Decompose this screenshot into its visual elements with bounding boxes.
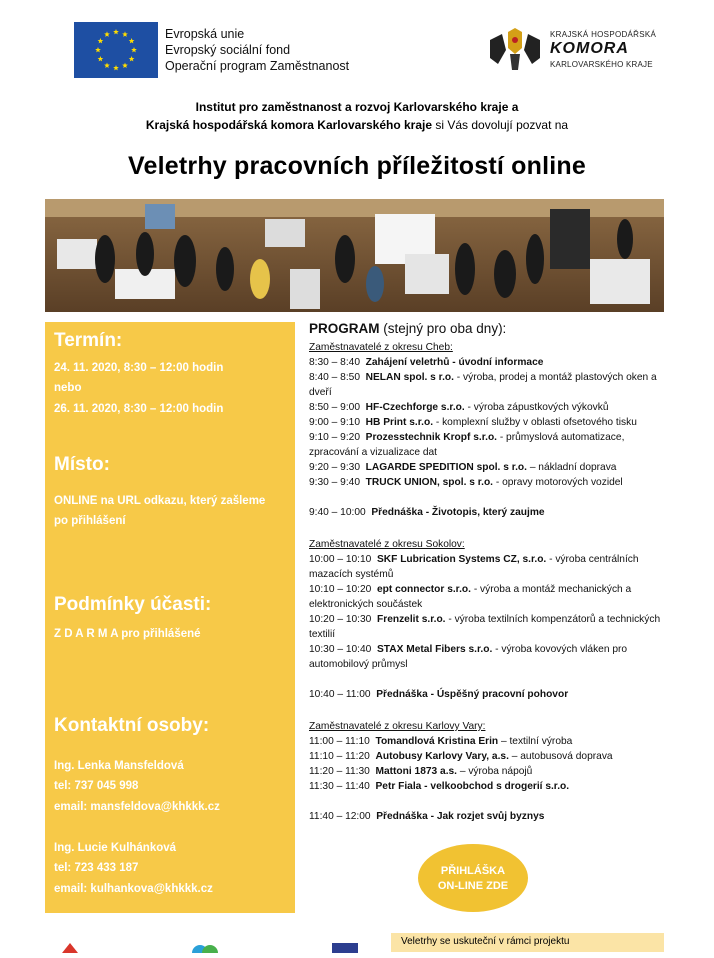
schedule-company: Mattoni 1873 a.s. bbox=[375, 766, 458, 777]
termin-heading: Termín: bbox=[54, 330, 123, 351]
schedule-company: LAGARDE SPEDITION spol. s r.o. bbox=[365, 462, 527, 473]
schedule-company: STAX Metal Fibers s.r.o. bbox=[377, 644, 493, 655]
schedule-row bbox=[309, 370, 674, 400]
schedule-row bbox=[309, 612, 674, 642]
eu-line-2: Evropský sociální fond bbox=[165, 43, 291, 57]
schedule-row bbox=[309, 475, 674, 490]
eu-star-icon bbox=[122, 31, 128, 36]
eu-programme-text bbox=[165, 26, 349, 74]
khk-line-2: KOMORA bbox=[550, 40, 629, 57]
lecture-2 bbox=[309, 687, 674, 702]
kv-list bbox=[309, 734, 674, 794]
schedule-company: SKF Lubrication Systems CZ, s.r.o. bbox=[377, 554, 547, 565]
podminky-line: Z D A R M A pro přihlášené bbox=[54, 628, 201, 640]
badge-line-1: PŘIHLÁŠKA bbox=[440, 865, 506, 877]
schedule-company: Petr Fiala - velkoobchod s drogerií s.r.o. bbox=[375, 781, 570, 792]
schedule-time: 8:40 – 8:50 bbox=[309, 372, 360, 383]
schedule-description: - komplexní služby v oblasti ofsetového tisku bbox=[433, 417, 637, 428]
contact-1-name: Ing. Lenka Mansfeldová bbox=[54, 760, 184, 772]
kontakt-heading: Kontaktní osoby: bbox=[54, 715, 210, 736]
misto-line-1: ONLINE na URL odkazu, který zašleme bbox=[54, 495, 266, 507]
misto-heading: Místo: bbox=[54, 454, 110, 475]
termin-date-1: 24. 11. 2020, 8:30 – 12:00 hodin bbox=[54, 362, 224, 374]
lecture-1 bbox=[309, 505, 674, 520]
lecture-1-title: Přednáška - Životopis, který zaujme bbox=[371, 507, 545, 518]
schedule-description: – nákladní doprava bbox=[526, 462, 617, 473]
eu-star-icon bbox=[129, 56, 135, 61]
schedule-time: 11:10 – 11:20 bbox=[309, 751, 370, 762]
lecture-3 bbox=[309, 809, 674, 824]
footer-project-note: Veletrhy se uskuteční v rámci projektu bbox=[391, 933, 664, 952]
program-schedule bbox=[309, 321, 674, 824]
schedule-description: - výroba kovových vláken pro automobilový průmysl bbox=[309, 644, 628, 670]
schedule-time: 9:10 – 9:20 bbox=[309, 432, 360, 443]
schedule-row bbox=[309, 460, 674, 475]
khk-logo bbox=[486, 26, 656, 76]
program-heading-rest: (stejný pro oba dny): bbox=[379, 321, 507, 336]
footer-logo-2 bbox=[192, 940, 218, 952]
schedule-row bbox=[309, 430, 674, 460]
contact-2-name: Ing. Lucie Kulhánková bbox=[54, 842, 177, 854]
schedule-time: 9:20 – 9:30 bbox=[309, 462, 360, 473]
podminky-heading: Podmínky účasti: bbox=[54, 594, 212, 615]
cheb-heading: Zaměstnavatelé z okresu Cheb: bbox=[309, 342, 453, 353]
info-panel bbox=[45, 322, 295, 913]
eu-line-3: Operační program Zaměstnanost bbox=[165, 59, 350, 73]
eu-star-icon bbox=[129, 38, 135, 43]
schedule-time: 9:00 – 9:10 bbox=[309, 417, 360, 428]
khk-line-1: KRAJSKÁ HOSPODÁŘSKÁ bbox=[550, 30, 657, 39]
schedule-company: Autobusy Karlovy Vary, a.s. bbox=[375, 751, 509, 762]
schedule-description: - výroba zápustkových výkovků bbox=[464, 402, 609, 413]
kv-heading: Zaměstnavatelé z okresu Karlovy Vary: bbox=[309, 721, 486, 732]
schedule-company: TRUCK UNION, spol. s r.o. bbox=[365, 477, 494, 488]
schedule-company: NELAN spol. s r.o. bbox=[365, 372, 454, 383]
program-heading bbox=[309, 321, 674, 336]
eu-star-icon bbox=[95, 47, 101, 52]
schedule-description: - průmyslová automatizace, zpracování a vizualizace dat bbox=[309, 432, 625, 458]
schedule-row bbox=[309, 552, 674, 582]
eu-star-icon bbox=[104, 31, 110, 36]
schedule-company: ept connector s.r.o. bbox=[377, 584, 471, 595]
lecture-2-time: 10:40 – 11:00 bbox=[309, 689, 371, 700]
schedule-company: Frenzelit s.r.o. bbox=[377, 614, 446, 625]
schedule-row bbox=[309, 642, 674, 672]
lecture-3-title: Přednáška - Jak rozjet svůj byznys bbox=[376, 811, 545, 822]
intro-line-2-rest: si Vás dovolují pozvat na bbox=[432, 118, 569, 132]
schedule-company: HF-Czechforge s.r.o. bbox=[365, 402, 465, 413]
eu-star-icon bbox=[98, 38, 104, 43]
schedule-description: - výroba textilních kompenzátorů a technických textilií bbox=[309, 614, 661, 640]
footer-logo-3 bbox=[332, 940, 358, 952]
job-fair-photo bbox=[45, 199, 664, 312]
cheb-list bbox=[309, 355, 674, 490]
schedule-row bbox=[309, 749, 674, 764]
schedule-time: 10:20 – 10:30 bbox=[309, 614, 372, 625]
schedule-company: Zahájení veletrhů - úvodní informace bbox=[365, 357, 544, 368]
schedule-row bbox=[309, 779, 674, 794]
schedule-row bbox=[309, 734, 674, 749]
page-title: Veletrhy pracovních příležitostí online bbox=[128, 152, 586, 180]
contact-2-phone[interactable]: tel: 723 433 187 bbox=[54, 862, 139, 874]
eu-star-icon bbox=[98, 56, 104, 61]
program-heading-bold: PROGRAM bbox=[309, 321, 380, 336]
schedule-row bbox=[309, 355, 674, 370]
footer-logo-1 bbox=[60, 940, 82, 952]
schedule-time: 11:20 – 11:30 bbox=[309, 766, 370, 777]
schedule-time: 11:30 – 11:40 bbox=[309, 781, 370, 792]
schedule-company: HB Print s.r.o. bbox=[365, 417, 434, 428]
eu-star-icon bbox=[122, 63, 128, 68]
schedule-time: 10:30 – 10:40 bbox=[309, 644, 372, 655]
misto-line-2: po přihlášení bbox=[54, 515, 126, 527]
eu-stars-icon bbox=[74, 22, 158, 78]
sokolov-heading: Zaměstnavatelé z okresu Sokolov: bbox=[309, 539, 465, 550]
schedule-time: 8:50 – 9:00 bbox=[309, 402, 360, 413]
contact-1-email[interactable]: email: mansfeldova@khkkk.cz bbox=[54, 801, 220, 813]
schedule-time: 10:00 – 10:10 bbox=[309, 554, 372, 565]
contact-2-email[interactable]: email: kulhankova@khkkk.cz bbox=[54, 883, 213, 895]
badge-line-2: ON-LINE ZDE bbox=[437, 880, 509, 892]
eu-star-icon bbox=[113, 65, 119, 70]
schedule-description: – textilní výroba bbox=[498, 736, 573, 747]
lecture-2-title: Přednáška - Úspěšný pracovní pohovor bbox=[376, 689, 569, 700]
schedule-row bbox=[309, 400, 674, 415]
eu-star-icon bbox=[104, 63, 110, 68]
eu-star-icon bbox=[131, 47, 137, 52]
khk-line-3: KARLOVARSKÉHO KRAJE bbox=[550, 60, 653, 69]
registration-online-button[interactable] bbox=[418, 844, 528, 912]
termin-or: nebo bbox=[54, 382, 82, 394]
intro-line-1: Institut pro zaměstnanost a rozvoj Karlovarského kraje a bbox=[195, 100, 519, 114]
intro-line-2-bold: Krajská hospodářská komora Karlovarského kraje bbox=[145, 118, 433, 132]
khk-emblem-icon bbox=[486, 28, 544, 72]
schedule-time: 9:30 – 9:40 bbox=[309, 477, 360, 488]
invitation-intro bbox=[0, 98, 714, 134]
schedule-time: 11:00 – 11:10 bbox=[309, 736, 370, 747]
schedule-row bbox=[309, 415, 674, 430]
schedule-company: Tomandlová Kristina Erin bbox=[375, 736, 499, 747]
eu-star-icon bbox=[113, 29, 119, 34]
lecture-1-time: 9:40 – 10:00 bbox=[309, 507, 366, 518]
schedule-description: - opravy motorových vozidel bbox=[493, 477, 623, 488]
schedule-time: 8:30 – 8:40 bbox=[309, 357, 360, 368]
termin-date-2: 26. 11. 2020, 8:30 – 12:00 hodin bbox=[54, 403, 224, 415]
schedule-row bbox=[309, 582, 674, 612]
lecture-3-time: 11:40 – 12:00 bbox=[309, 811, 371, 822]
schedule-row bbox=[309, 764, 674, 779]
schedule-time: 10:10 – 10:20 bbox=[309, 584, 372, 595]
schedule-company: Prozesstechnik Kropf s.r.o. bbox=[365, 432, 497, 443]
contact-1-phone[interactable]: tel: 737 045 998 bbox=[54, 780, 139, 792]
schedule-description: – výroba nápojů bbox=[457, 766, 533, 777]
schedule-description: - výroba a montáž mechanických a elektronických součástek bbox=[309, 584, 632, 610]
eu-line-1: Evropská unie bbox=[165, 27, 245, 41]
schedule-description: - výroba centrálních mazacích systémů bbox=[309, 554, 639, 580]
sokolov-list bbox=[309, 552, 674, 672]
schedule-description: – autobusová doprava bbox=[508, 751, 613, 762]
schedule-description: - výroba, prodej a montáž plastových oken a dveří bbox=[309, 372, 657, 398]
eu-flag-logo bbox=[74, 22, 158, 78]
